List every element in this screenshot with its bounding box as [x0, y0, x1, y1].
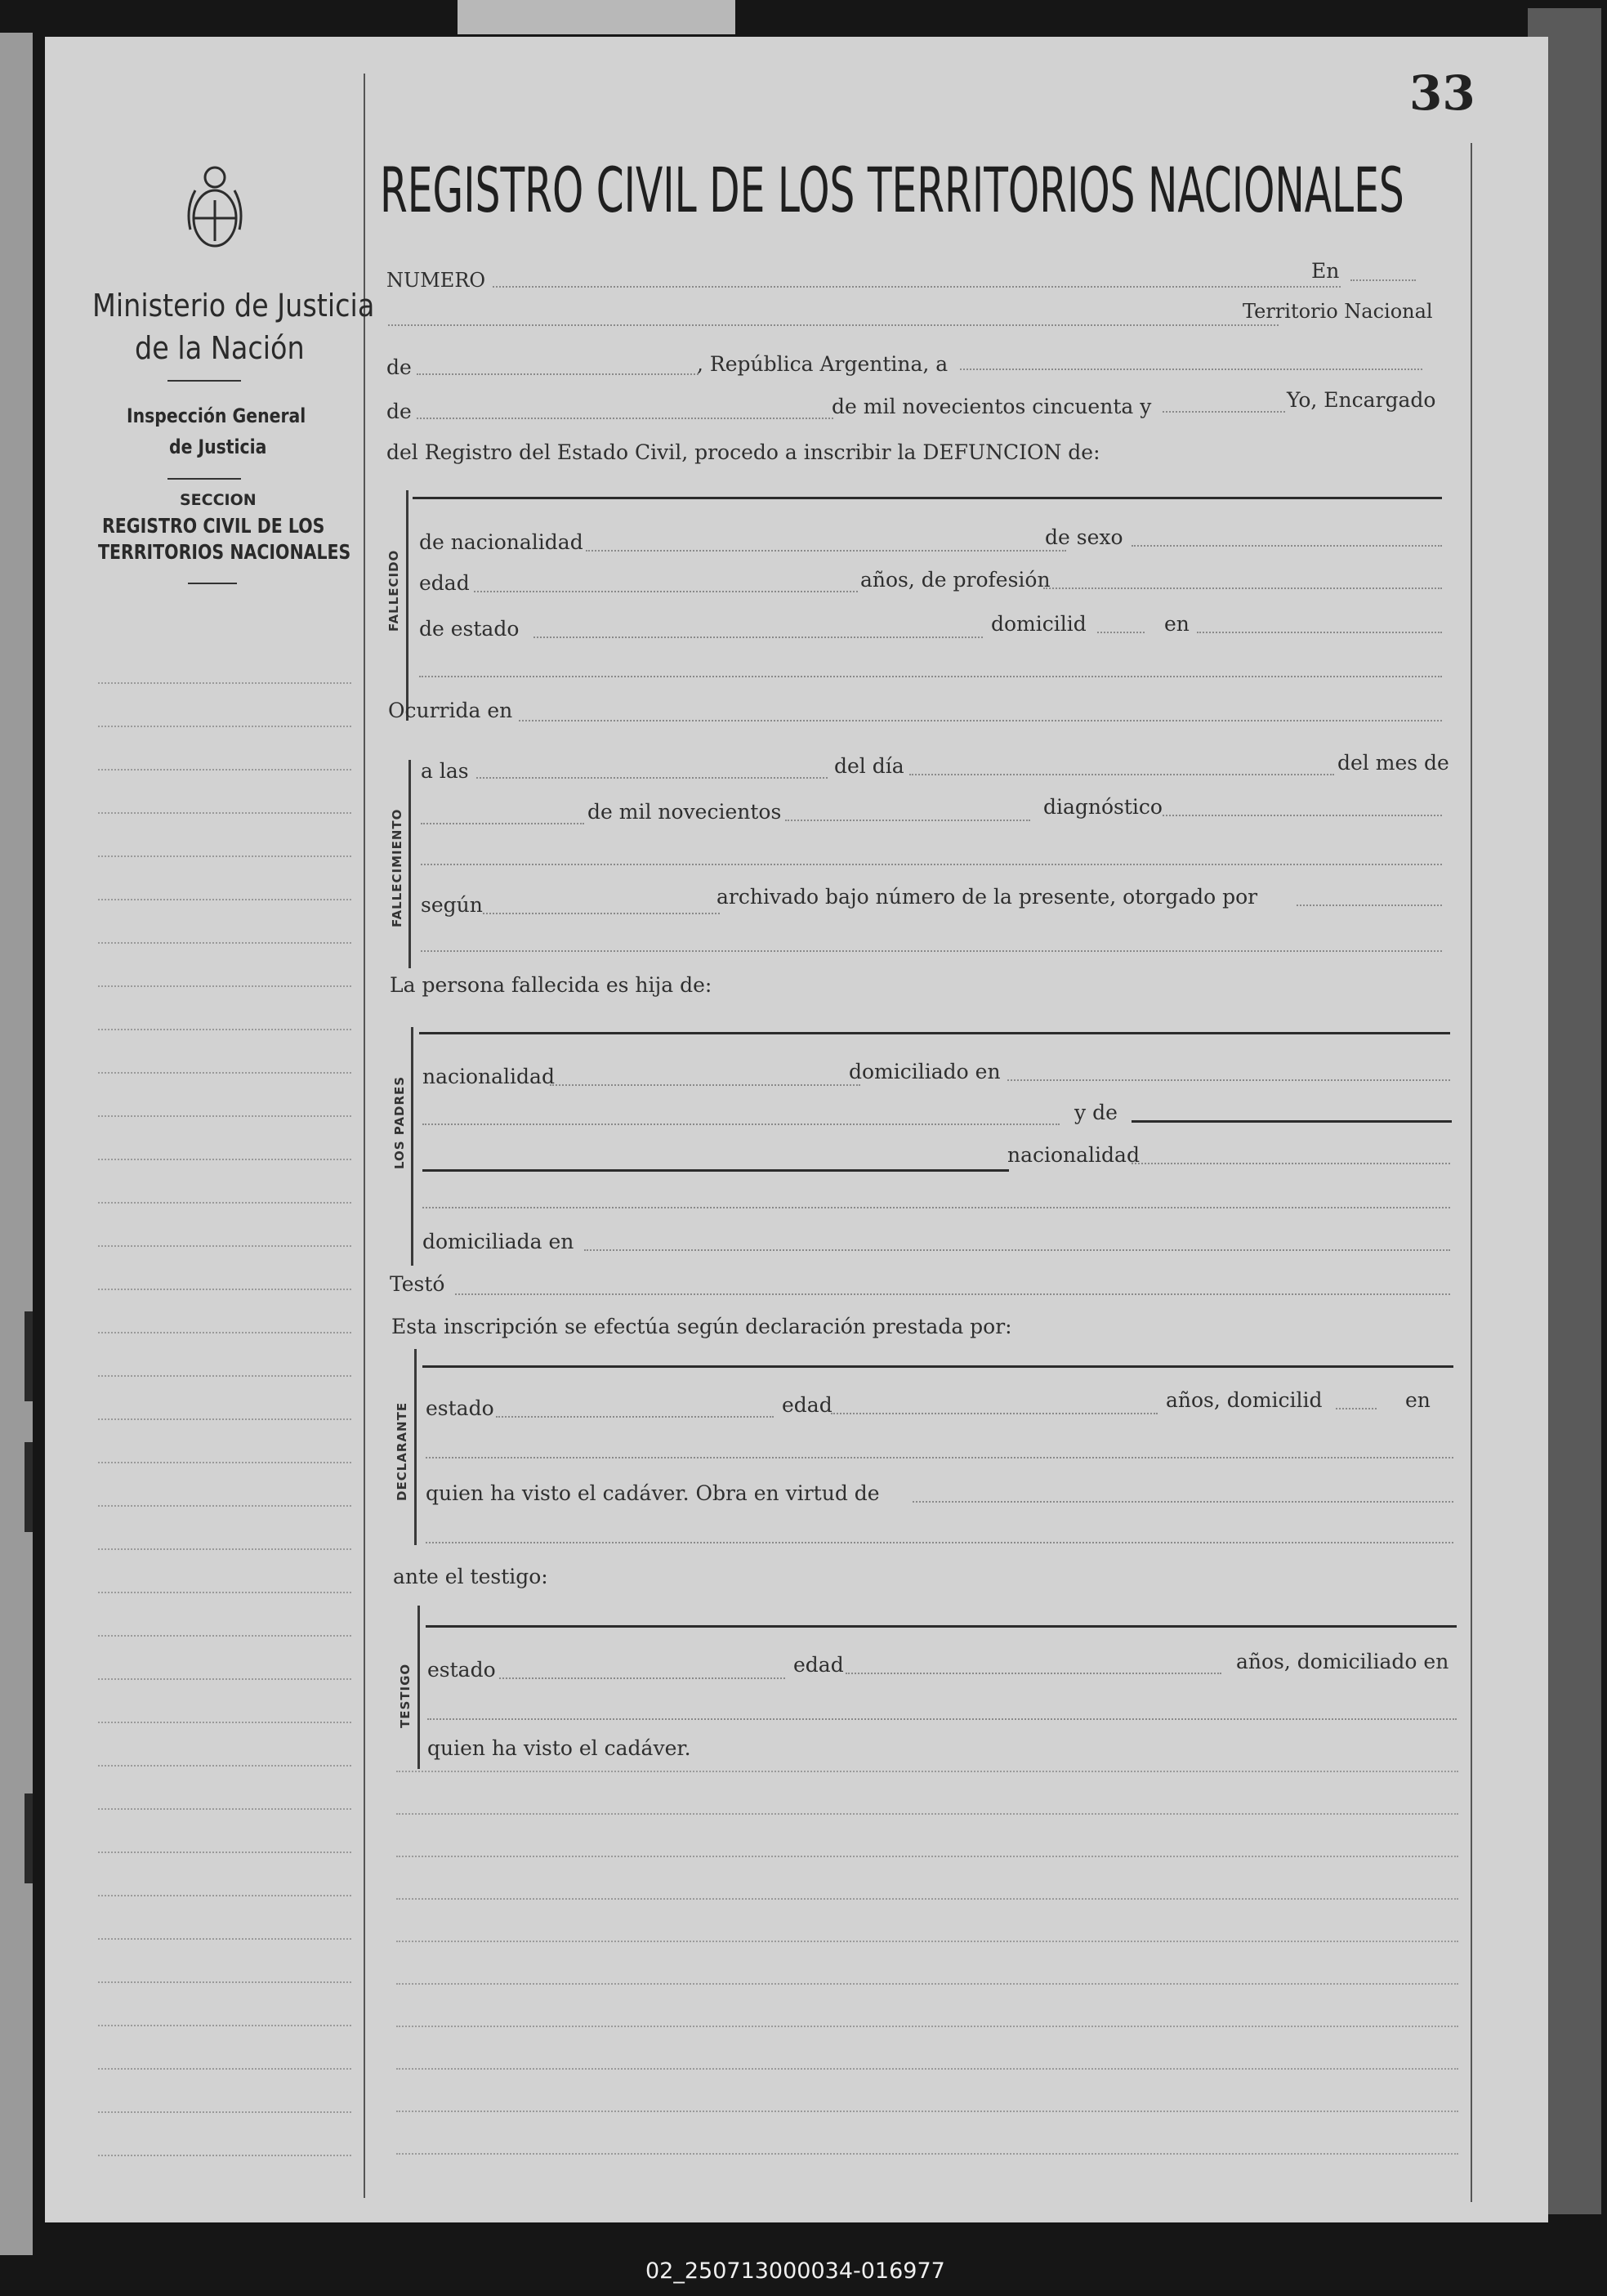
fallecido-nacionalidad-field[interactable] [586, 550, 1066, 552]
label-numero: NUMERO [386, 269, 486, 292]
testigo-name-line[interactable] [426, 1625, 1457, 1628]
label-archivado: archivado bajo número de la presente, otorgado por [716, 885, 1258, 909]
sidebar-ruled-line[interactable] [98, 1289, 351, 1290]
cincuenta-y-field[interactable] [1163, 411, 1285, 413]
side-label-testigo: TESTIGO [398, 1663, 413, 1728]
label-hija-de: La persona fallecida es hija de: [390, 973, 712, 997]
label-decl-edad: edad [782, 1393, 833, 1417]
label-de-nacionalidad: de nacionalidad [419, 530, 583, 554]
test-edad-field[interactable] [846, 1673, 1221, 1674]
sidebar-ruled-line[interactable] [98, 1418, 351, 1420]
padre-domicilio-field[interactable] [1007, 1079, 1450, 1081]
declarante-name-line[interactable] [422, 1365, 1453, 1368]
side-label-fallecido: FALLECIDO [386, 549, 401, 632]
fallecido-estado-field[interactable] [533, 637, 983, 638]
blank-ruled-line[interactable] [396, 2111, 1458, 2112]
blank-ruled-line[interactable] [396, 2153, 1458, 2155]
numero-field[interactable] [493, 286, 1341, 288]
section-line1: REGISTRO CIVIL DE LOS [102, 514, 325, 538]
sidebar-ruled-line[interactable] [98, 1981, 351, 1983]
otorgado-field[interactable] [1297, 905, 1442, 906]
de1-field[interactable] [417, 373, 699, 375]
sidebar-ruled-line[interactable] [98, 1245, 351, 1247]
label-anos-profesion: años, de profesión [860, 568, 1051, 592]
blank-ruled-line[interactable] [396, 1898, 1458, 1900]
sidebar-ruled-line[interactable] [98, 1115, 351, 1117]
binding-mark [25, 1311, 33, 1401]
territorio-field[interactable] [388, 324, 1279, 326]
label-test-edad: edad [793, 1653, 844, 1677]
label-test-estado: estado [427, 1658, 496, 1682]
label-de-mil-novecientos: de mil novecientos [587, 800, 782, 824]
sidebar-divider [364, 74, 365, 2198]
fallecido-extra-line[interactable] [419, 676, 1442, 677]
form-sheet [45, 37, 1548, 2222]
testigo-extra-line[interactable] [427, 1718, 1457, 1720]
declarante-extra-line2[interactable] [426, 1542, 1453, 1543]
fallecido-name-line[interactable] [413, 497, 1442, 499]
decl-edad-field[interactable] [831, 1413, 1158, 1414]
declarante-extra-line[interactable] [426, 1457, 1453, 1458]
ministry-line2: de la Nación [135, 330, 305, 366]
page-number: 33 [1409, 65, 1475, 121]
label-de-sexo: de sexo [1045, 525, 1123, 549]
test-estado-field[interactable] [499, 1677, 785, 1679]
label-republica: , República Argentina, a [697, 352, 949, 376]
label-segun: según [421, 893, 483, 917]
label-del-registro: del Registro del Estado Civil, procedo a inscribir la DEFUNCION de: [386, 440, 1100, 464]
inspection-line1: Inspección General [127, 404, 306, 427]
fallecimiento-extra-line[interactable] [421, 950, 1442, 952]
sidebar-ruled-line[interactable] [98, 1808, 351, 1810]
sidebar-ruled-line[interactable] [98, 769, 351, 771]
sidebar-ruled-line[interactable] [98, 942, 351, 944]
blank-ruled-line[interactable] [396, 1941, 1458, 1942]
madre-name-line2[interactable] [422, 1169, 1009, 1172]
binding-mark [25, 1793, 33, 1883]
label-de-mil-cincuenta: de mil novecientos cincuenta y [832, 395, 1152, 418]
label-nacionalidad2: nacionalidad [1007, 1143, 1140, 1167]
fallecido-en-field[interactable] [1197, 632, 1442, 633]
blank-ruled-line[interactable] [396, 1813, 1458, 1815]
footer-id: 02_250713000034-016977 [645, 2258, 945, 2284]
coat-of-arms-icon [182, 159, 248, 257]
label-domiciliado-en: domiciliado en [849, 1060, 1001, 1083]
label-domiciliada-en: domiciliada en [422, 1230, 574, 1253]
madre-extra-line[interactable] [422, 1207, 1450, 1208]
label-del-dia: del día [834, 754, 904, 778]
label-test-quien: quien ha visto el cadáver. [427, 1736, 691, 1760]
sidebar-ruled-line[interactable] [98, 1072, 351, 1074]
obra-virtud-field[interactable] [913, 1501, 1453, 1503]
label-decl-estado: estado [426, 1396, 494, 1420]
label-territorio-nacional: Territorio Nacional [1243, 300, 1433, 323]
sidebar-ruled-line[interactable] [98, 1202, 351, 1204]
decl-estado-field[interactable] [496, 1416, 774, 1418]
sidebar-ruled-line[interactable] [98, 1852, 351, 1853]
sidebar-ruled-line[interactable] [98, 899, 351, 900]
de2-field[interactable] [417, 418, 833, 419]
diagnostico-field[interactable] [1163, 815, 1442, 816]
segun-field[interactable] [483, 913, 720, 914]
label-fallecido-en: en [1164, 612, 1190, 636]
padre-name-line[interactable] [419, 1032, 1450, 1034]
sidebar-ruled-line[interactable] [98, 2025, 351, 2026]
testigo-bracket [417, 1606, 420, 1769]
blank-ruled-line[interactable] [396, 1983, 1458, 1985]
label-decl-en: en [1405, 1388, 1431, 1412]
sidebar-ruled-line[interactable] [98, 1938, 351, 1940]
sidebar-ruled-line[interactable] [98, 1159, 351, 1160]
sidebar-ruled-line[interactable] [98, 1029, 351, 1030]
a-las-field[interactable] [476, 777, 828, 779]
sidebar-ruled-line[interactable] [98, 2068, 351, 2070]
blank-ruled-line[interactable] [396, 2068, 1458, 2070]
inspection-line2: de Justicia [169, 436, 267, 458]
sidebar-ruled-line[interactable] [98, 1462, 351, 1463]
section-label: SECCION [180, 491, 257, 509]
label-de2: de [386, 400, 412, 423]
label-ante-testigo: ante el testigo: [393, 1565, 548, 1588]
sidebar-ruled-line[interactable] [98, 1895, 351, 1896]
right-margin-line [1471, 143, 1472, 2202]
label-domicilid: domicilid [991, 612, 1087, 636]
ministry-line1: Ministerio de Justicia [92, 288, 375, 324]
padre-extra-line[interactable] [422, 1123, 1060, 1125]
sidebar-ruled-line[interactable] [98, 1678, 351, 1680]
blank-ruled-line[interactable] [396, 2026, 1458, 2027]
blank-ruled-line[interactable] [396, 1856, 1458, 1857]
sidebar-ruled-line[interactable] [98, 1722, 351, 1723]
label-y-de: y de [1074, 1101, 1118, 1124]
sidebar-ruled-line[interactable] [98, 1332, 351, 1333]
en-field[interactable] [1350, 279, 1416, 281]
ocurrida-field[interactable] [519, 720, 1442, 721]
section-line2: TERRITORIOS NACIONALES [98, 540, 351, 564]
mes-field[interactable] [421, 823, 584, 824]
diagnostico-extra-line[interactable] [421, 864, 1442, 865]
side-label-declarante: DECLARANTE [395, 1401, 409, 1501]
testo-field[interactable] [455, 1293, 1450, 1295]
sidebar-ruled-line[interactable] [98, 1592, 351, 1593]
decl-domicilid-field[interactable] [1336, 1408, 1377, 1409]
top-cloth [458, 0, 735, 34]
form-title: REGISTRO CIVIL DE LOS TERRITORIOS NACIONALES [380, 154, 1404, 226]
sidebar-ruled-line[interactable] [98, 2111, 351, 2113]
label-decl-quien: quien ha visto el cadáver. Obra en virtud de [426, 1481, 880, 1505]
sidebar-ruled-line[interactable] [98, 855, 351, 857]
label-de1: de [386, 355, 412, 379]
sidebar-ruled-line[interactable] [98, 2155, 351, 2156]
declarante-bracket [414, 1349, 417, 1545]
novecientos-field[interactable] [785, 820, 1030, 821]
label-edad: edad [419, 571, 470, 595]
binding-mark [25, 1442, 33, 1532]
sidebar-ruled-line[interactable] [98, 812, 351, 814]
label-del-mes-de: del mes de [1337, 751, 1449, 775]
label-ocurrida-en: Ocurrida en [388, 699, 513, 722]
fallecido-domicilid-field[interactable] [1097, 632, 1145, 633]
label-testo: Testó [390, 1272, 445, 1296]
label-decl-anos-domicilid: años, domicilid [1166, 1388, 1323, 1412]
label-inscripcion: Esta inscripción se efectúa según declaración prestada por: [391, 1315, 1012, 1338]
label-nacionalidad1: nacionalidad [422, 1065, 555, 1088]
sidebar-ruled-line[interactable] [98, 726, 351, 727]
label-diagnostico: diagnóstico [1043, 795, 1163, 819]
label-test-anos-domiciliado: años, domiciliado en [1236, 1650, 1449, 1673]
fallecimiento-bracket [408, 760, 411, 968]
madre-domicilio-field[interactable] [584, 1249, 1450, 1251]
republica-field[interactable] [960, 369, 1422, 370]
sidebar-rule [167, 380, 241, 382]
label-en: En [1311, 259, 1340, 283]
sidebar-ruled-line[interactable] [98, 682, 351, 684]
label-de-estado: de estado [419, 617, 520, 641]
padres-bracket [411, 1027, 413, 1266]
label-yo-encargado: Yo, Encargado [1287, 388, 1436, 412]
madre-nacionalidad-field[interactable] [1132, 1163, 1450, 1164]
sidebar-ruled-line[interactable] [98, 1548, 351, 1550]
fallecido-bracket [406, 490, 408, 721]
sidebar-ruled-line[interactable] [98, 985, 351, 987]
del-dia-field[interactable] [909, 774, 1334, 775]
left-page-edge [0, 33, 33, 2255]
fallecido-edad-field[interactable] [474, 591, 858, 592]
sidebar-rule [167, 478, 241, 480]
padre-nacionalidad-field[interactable] [550, 1084, 860, 1086]
side-label-fallecimiento: FALLECIMIENTO [390, 808, 404, 927]
sidebar-ruled-line[interactable] [98, 1765, 351, 1767]
side-label-padres: LOS PADRES [392, 1075, 407, 1169]
label-a-las: a las [421, 759, 469, 783]
fallecido-profesion-field[interactable] [1043, 587, 1442, 589]
sidebar-ruled-line[interactable] [98, 1505, 351, 1507]
fallecido-sexo-field[interactable] [1132, 545, 1442, 547]
sidebar-rule [188, 583, 237, 584]
sidebar-ruled-line[interactable] [98, 1635, 351, 1637]
madre-name-line[interactable] [1132, 1120, 1452, 1123]
blank-ruled-line[interactable] [396, 1771, 1458, 1772]
sidebar-ruled-line[interactable] [98, 1375, 351, 1377]
